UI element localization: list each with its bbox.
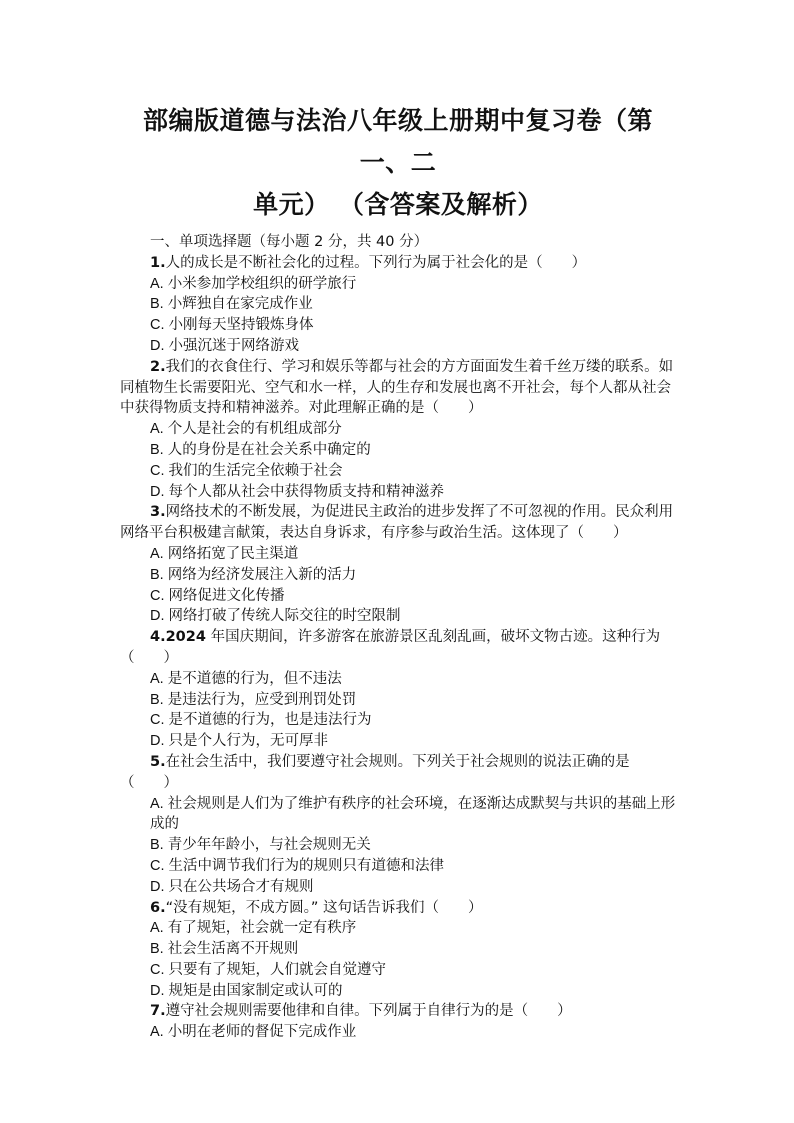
question-text: 遵守社会规则需要他律和自律。下列属于自律行为的是（ ） [165, 1003, 572, 1020]
option-text: 网络为经济发展注入新的活力 [167, 566, 357, 583]
option-letter: C. [150, 857, 169, 874]
question-text: 我们的衣食住行、学习和娱乐等都与社会的方方面面发生着千丝万缕的联系。如同植物生长需要阳光、空气和水一样，人的生存和发展也离不开社会，每个人都从社会中获得物质支持和精神滋养。对此理解正确的是（ ） [120, 358, 674, 417]
option-c [120, 461, 676, 482]
option-text: 个人是社会的有机组成部分 [167, 421, 342, 438]
option-letter: D. [150, 982, 169, 999]
option-text: 小刚每天坚持锻炼身体 [168, 317, 314, 334]
option-c [120, 710, 676, 731]
option-b [120, 690, 676, 711]
option-text: 只在公共场合才有规则 [168, 878, 314, 895]
option-c [120, 586, 676, 607]
option-text: 网络打破了传统人际交往的时空限制 [168, 608, 401, 625]
option-letter: D. [150, 608, 169, 625]
option-c [120, 315, 676, 336]
question-number: 3. [150, 504, 166, 521]
option-text: 小明在老师的督促下完成作业 [167, 1024, 357, 1041]
question-3 [120, 502, 676, 544]
question-text: 网络技术的不断发展，为促进民主政治的进步发挥了不可忽视的作用。民众利用网络平台积极建言献策，表达自身诉求，有序参与政治生活。这体现了（ ） [120, 504, 674, 542]
option-a [120, 544, 676, 565]
question-6 [120, 898, 676, 919]
option-b [120, 440, 676, 461]
option-text: 小强沉迷于网络游戏 [168, 337, 300, 354]
option-letter: B. [150, 691, 168, 708]
question-2 [120, 357, 676, 419]
option-letter: C. [150, 462, 169, 479]
option-letter: D. [150, 483, 169, 500]
option-text: 人的身份是在社会关系中确定的 [167, 441, 371, 458]
option-text: 是违法行为，应受到刑罚处罚 [167, 691, 357, 708]
title-line-1: 部编版道德与法治八年级上册期中复习卷（第一、二 [142, 106, 653, 177]
option-a [120, 419, 676, 440]
option-b [120, 294, 676, 315]
question-number: 5. [150, 753, 166, 770]
option-b [120, 939, 676, 960]
option-text: 是不道德的行为，但不违法 [167, 670, 342, 687]
question-number: 7. [150, 1003, 166, 1020]
option-text: 每个人都从社会中获得物质支持和精神滋养 [168, 483, 445, 500]
option-text: 我们的生活完全依赖于社会 [168, 462, 343, 479]
question-number: 4.2024 [150, 629, 206, 646]
option-b [120, 565, 676, 586]
question-number: 6. [150, 899, 166, 916]
option-letter: A. [150, 920, 168, 937]
option-c [120, 856, 676, 877]
option-b [120, 835, 676, 856]
option-a [120, 794, 676, 836]
title-line-2: 单元） （含答案及解析） [253, 190, 543, 219]
option-letter: D. [150, 733, 169, 750]
option-letter: C. [150, 587, 169, 604]
option-letter: C. [150, 317, 169, 334]
option-text: 小米参加学校组织的研学旅行 [167, 275, 357, 292]
question-number: 1. [150, 254, 166, 271]
document-title [120, 0, 676, 226]
option-letter: A. [150, 275, 168, 292]
option-text: 青少年年龄小，与社会规则无关 [167, 837, 371, 854]
option-letter: A. [150, 795, 168, 812]
option-d [120, 731, 676, 752]
option-letter: B. [150, 837, 168, 854]
option-d [120, 606, 676, 627]
question-text: 年国庆期间，许多游客在旅游景区乱刻乱画，破坏文物古迹。这种行为（ ） [120, 629, 661, 666]
option-text: 是不道德的行为，也是违法行为 [168, 712, 372, 729]
option-text: 社会生活离不开规则 [167, 941, 299, 958]
question-7 [120, 1001, 676, 1022]
option-a [120, 918, 676, 939]
option-letter: A. [150, 1024, 168, 1041]
section-heading: 一、单项选择题（每小题 2 分，共 40 分） [150, 234, 429, 250]
option-letter: B. [150, 566, 168, 583]
option-letter: D. [150, 878, 169, 895]
option-c [120, 960, 676, 981]
option-text: 只要有了规矩，人们就会自觉遵守 [168, 961, 387, 978]
option-text: 规矩是由国家制定或认可的 [168, 982, 343, 999]
option-letter: A. [150, 421, 168, 438]
question-5 [120, 752, 676, 794]
option-d [120, 877, 676, 898]
option-letter: B. [150, 941, 168, 958]
question-text: 人的成长是不断社会化的过程。下列行为属于社会化的是（ ） [165, 254, 587, 271]
option-letter: A. [150, 670, 168, 687]
question-number: 2. [150, 358, 166, 375]
option-letter: B. [150, 296, 168, 313]
option-d [120, 981, 676, 1002]
option-a [120, 274, 676, 295]
option-text: 小辉独自在家完成作业 [167, 296, 313, 313]
option-text: 只是个人行为，无可厚非 [168, 733, 329, 750]
option-text: 生活中调节我们行为的规则只有道德和法律 [168, 857, 445, 874]
option-text: 网络拓宽了民主渠道 [167, 545, 299, 562]
option-d [120, 482, 676, 503]
question-1 [120, 253, 676, 274]
option-letter: D. [150, 337, 169, 354]
option-letter: C. [150, 961, 169, 978]
question-text: “没有规矩，不成方圆。” 这句话告诉我们（ ） [165, 899, 483, 916]
question-list [120, 253, 676, 1043]
option-letter: B. [150, 441, 168, 458]
option-a [120, 1022, 676, 1043]
question-4 [120, 627, 676, 669]
document-body [120, 232, 676, 1043]
option-text: 社会规则是人们为了维护有秩序的社会环境，在逐渐达成默契与共识的基础上形成的 [150, 795, 676, 833]
option-letter: A. [150, 545, 168, 562]
option-a [120, 669, 676, 690]
option-text: 有了规矩，社会就一定有秩序 [167, 920, 357, 937]
option-d [120, 336, 676, 357]
option-text: 网络促进文化传播 [168, 587, 285, 604]
option-letter: C. [150, 712, 169, 729]
question-text: 在社会生活中，我们要遵守社会规则。下列关于社会规则的说法正确的是（ ） [120, 753, 630, 791]
